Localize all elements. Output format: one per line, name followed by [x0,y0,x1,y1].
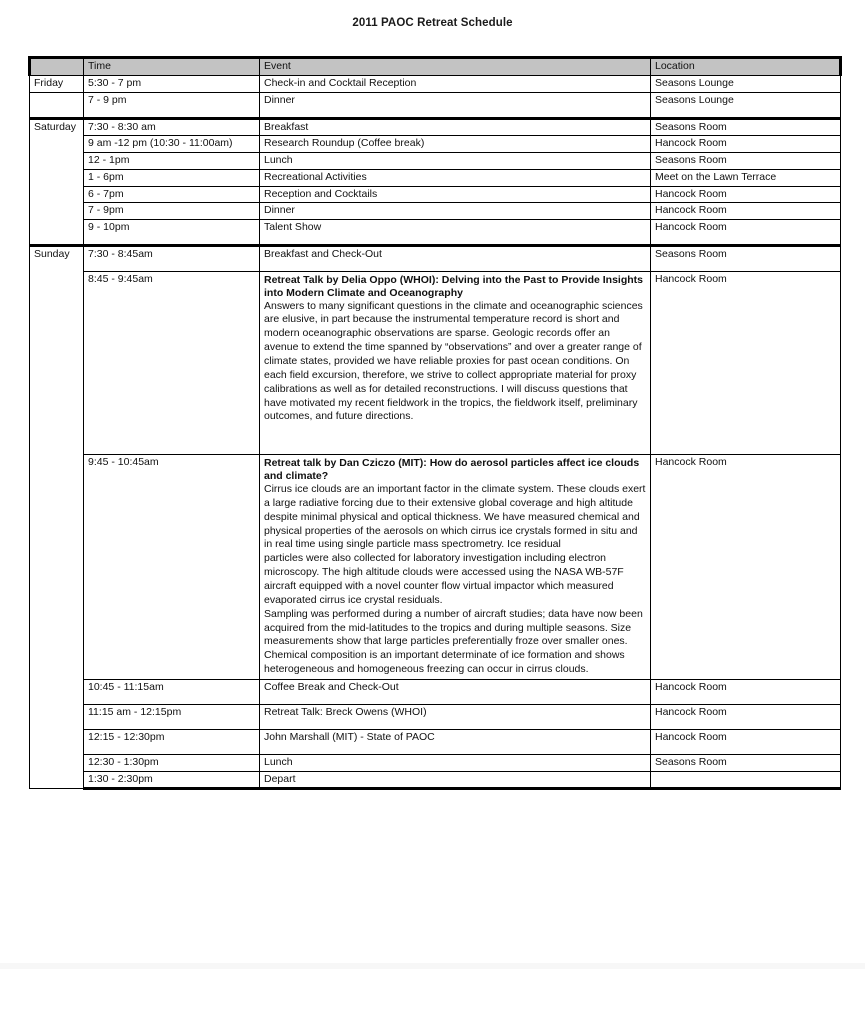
cell-time: 11:15 am - 12:15pm [84,704,260,729]
schedule-table-container [28,56,839,790]
cell-location: Hancock Room [651,272,841,455]
cell-time: 5:30 - 7 pm [84,75,260,92]
cell-time: 9:45 - 10:45am [84,455,260,680]
cell-location: Hancock Room [651,220,841,246]
day-label-friday: Friday [30,75,84,92]
cell-event: Coffee Break and Check-Out [260,679,651,704]
talk-title: Retreat talk by Dan Cziczo (MIT): How do aerosol particles affect ice clouds and climate? [264,457,640,483]
cell-event: Check-in and Cocktail Reception [260,75,651,92]
table-row [30,704,841,729]
table-row-talk-oppo [30,272,841,455]
page-bottom-band [0,963,865,969]
table-row [30,771,841,789]
cell-location: Seasons Room [651,754,841,771]
day-label-sunday: Sunday [30,246,84,789]
table-row [30,203,841,220]
table-header-row [30,58,841,76]
cell-location: Seasons Lounge [651,75,841,92]
table-row [30,729,841,754]
cell-event-abstract [260,455,651,680]
column-header-event: Event [260,58,651,76]
table-row [30,754,841,771]
talk-title: Retreat Talk by Delia Oppo (WHOI): Delving into the Past to Provide Insights into Modern Climate and Oceanography [264,274,644,299]
cell-time: 9 - 10pm [84,220,260,246]
cell-spacer [264,424,646,452]
cell-location: Meet on the Lawn Terrace [651,169,841,186]
cell-location: Hancock Room [651,704,841,729]
cell-location [651,771,841,789]
cell-time: 10:45 - 11:15am [84,679,260,704]
table-row [30,186,841,203]
cell-time: 6 - 7pm [84,186,260,203]
cell-time: 9 am -12 pm (10:30 - 11:00am) [84,136,260,153]
cell-location: Hancock Room [651,203,841,220]
cell-event: Depart [260,771,651,789]
cell-event: Research Roundup (Coffee break) [260,136,651,153]
cell-time: 7:30 - 8:30 am [84,118,260,136]
talk-abstract-p2: particles were also collected for laboratory investigation including electron microscopy. The high altitude clouds were accessed using the NASA WB-57F aircraft equipped with a novel counter flow virtual impactor which measured evaporated cirrus ice crystal residuals. [264,552,624,606]
table-row [30,75,841,92]
table-row-talk-cziczo [30,455,841,680]
cell-event: Lunch [260,754,651,771]
cell-time: 1:30 - 2:30pm [84,771,260,789]
table-row [30,246,841,272]
cell-location: Hancock Room [651,679,841,704]
cell-location: Seasons Room [651,246,841,272]
cell-event: Breakfast [260,118,651,136]
cell-time: 7:30 - 8:45am [84,246,260,272]
cell-event: Lunch [260,153,651,170]
cell-event: Breakfast and Check-Out [260,246,651,272]
table-row [30,679,841,704]
cell-location: Hancock Room [651,186,841,203]
cell-time: 1 - 6pm [84,169,260,186]
cell-time: 7 - 9pm [84,203,260,220]
column-header-location: Location [651,58,841,76]
cell-time: 12:30 - 1:30pm [84,754,260,771]
cell-event-abstract [260,272,651,455]
cell-location: Hancock Room [651,729,841,754]
day-label-saturday: Saturday [30,118,84,246]
cell-location: Seasons Room [651,153,841,170]
table-row [30,136,841,153]
talk-abstract-p3: Sampling was performed during a number of aircraft studies; data have now been acquired from the mid-latitudes to the tropics and during multiple seasons. Size measurements show that large particles preferentially froze over smaller ones. Chemical composition is an important determinate of ice formation and shows heterogeneous and homogeneous freezing can occur in cirrus clouds. [264,607,643,676]
table-row [30,169,841,186]
retreat-schedule-table [28,56,842,790]
cell-event: Retreat Talk: Breck Owens (WHOI) [260,704,651,729]
table-row [30,220,841,246]
table-row [30,153,841,170]
cell-location: Seasons Lounge [651,92,841,118]
cell-time: 7 - 9 pm [84,92,260,118]
cell-location: Hancock Room [651,136,841,153]
cell-event: Reception and Cocktails [260,186,651,203]
cell-event: John Marshall (MIT) - State of PAOC [260,729,651,754]
cell-location: Hancock Room [651,455,841,680]
cell-time: 12 - 1pm [84,153,260,170]
cell-event: Dinner [260,92,651,118]
talk-abstract: Answers to many significant questions in the climate and oceanographic sciences are elusive, in part because the instrumental temperature record is short and modern oceanographic observations are sparse. Geologic records offer an avenue to extend the time spanned by “observations” and over a greater range of climate states, provided we have reliable proxies for past ocean conditions. On each field excursion, therefore, we strive to collect appropriate material for proxy calibrations as well as for detailed reconstructions. I will discuss questions that have motivated my recent fieldwork in the tropics, the fieldwork itself, preliminary outcomes, and future directions. [264,299,643,423]
column-header-time: Time [84,58,260,76]
cell-event: Dinner [260,203,651,220]
column-header-day [30,58,84,76]
page-title: 2011 PAOC Retreat Schedule [352,17,513,29]
talk-abstract-p1: Cirrus ice clouds are an important factor in the climate system. These clouds exert a large radiative forcing due to their extensive global coverage and high altitude despite minimal physical and optical thickness. We have measured chemical and physical properties of the aerosols on which cirrus ice crystals formed in situ and in real time using single particle mass spectrometry. Ice residual [264,482,646,551]
table-row [30,118,841,136]
cell-event: Talent Show [260,220,651,246]
cell-event: Recreational Activities [260,169,651,186]
day-label-spacer [30,92,84,118]
table-row [30,92,841,118]
cell-location: Seasons Room [651,118,841,136]
cell-time: 8:45 - 9:45am [84,272,260,455]
cell-time: 12:15 - 12:30pm [84,729,260,754]
